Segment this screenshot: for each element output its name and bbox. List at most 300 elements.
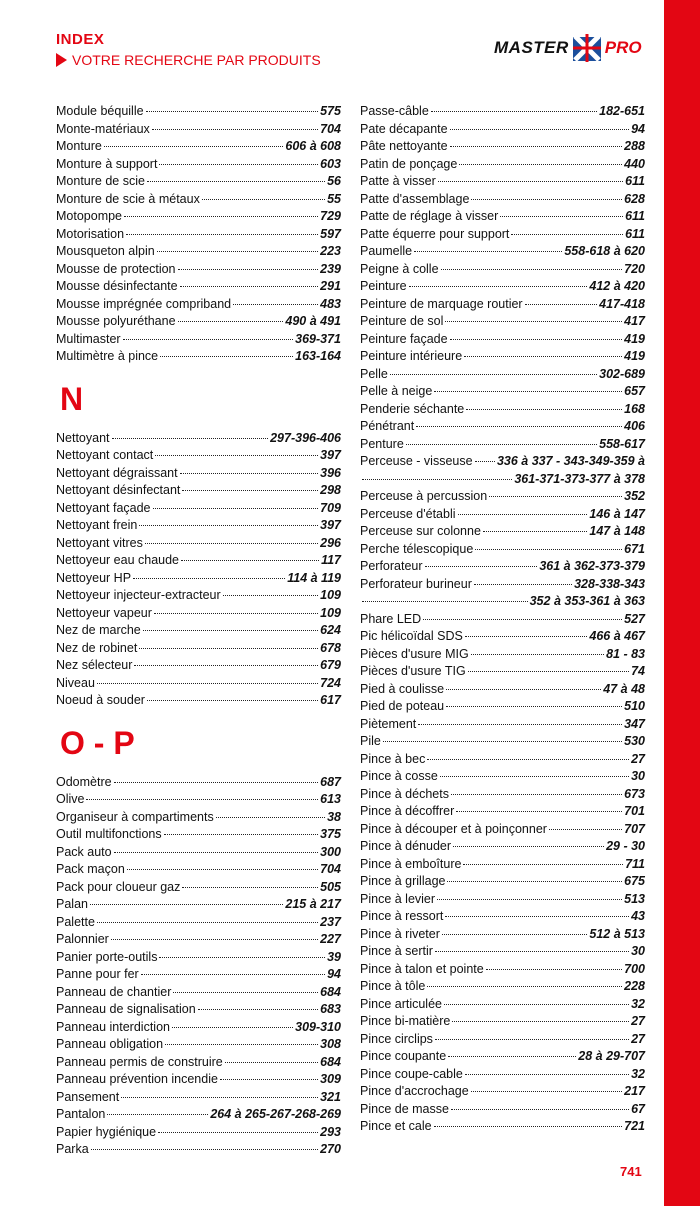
entry-term: Pelle à neige — [360, 384, 433, 398]
entry-term: Pince à levier — [360, 891, 436, 906]
dot-leader — [451, 794, 622, 795]
entry-pages: 675 — [624, 874, 645, 888]
dot-leader — [147, 181, 325, 182]
dot-leader — [465, 1074, 629, 1075]
index-entry — [360, 348, 645, 366]
dot-leader — [97, 922, 318, 923]
dot-leader — [141, 974, 325, 975]
index-entry — [360, 856, 645, 874]
entry-term: Nettoyant dégraissant — [56, 465, 178, 480]
dot-leader — [362, 479, 512, 480]
entry-pages: 43 — [631, 909, 645, 923]
entry-term: Peigne à colle — [360, 261, 439, 276]
dot-leader — [468, 671, 629, 672]
index-entry — [360, 733, 645, 751]
index-entry — [360, 873, 645, 891]
index-entry — [360, 313, 645, 331]
entry-pages: 94 — [327, 967, 341, 981]
dot-leader — [383, 741, 622, 742]
index-entry — [360, 821, 645, 839]
entry-term: Passe-câble — [360, 104, 429, 118]
dot-leader — [475, 461, 495, 462]
index-entry — [360, 453, 645, 471]
entry-pages: 47 à 48 — [603, 681, 645, 696]
entry-pages: 505 — [320, 879, 341, 894]
dot-leader — [97, 683, 318, 684]
dot-leader — [172, 1027, 293, 1028]
entry-term: Palan — [56, 897, 88, 911]
index-entry — [56, 535, 341, 553]
dot-leader — [456, 811, 622, 812]
entry-pages: 466 à 467 — [589, 629, 645, 643]
index-entry — [56, 931, 341, 949]
entry-pages: 597 — [320, 226, 341, 241]
entry-pages: 701 — [624, 804, 645, 818]
dot-leader — [475, 549, 622, 550]
entry-pages: 440 — [624, 156, 645, 171]
entry-pages: 352 à 353-361 à 363 — [529, 594, 645, 608]
entry-pages: 298 — [320, 483, 341, 497]
entry-pages: 336 à 337 - 343-349-359 à — [496, 454, 645, 468]
entry-term: Papier hygiénique — [56, 1124, 157, 1139]
entry-term: Peinture intérieure — [360, 349, 463, 363]
dot-leader — [107, 1114, 208, 1115]
entry-pages: 679 — [320, 658, 341, 672]
dot-leader — [390, 374, 597, 375]
entry-pages: 673 — [624, 786, 645, 801]
index-entry — [360, 716, 645, 734]
dot-leader — [146, 111, 319, 112]
dot-leader — [486, 969, 622, 970]
entry-pages: 375 — [320, 827, 341, 841]
entry-pages: 237 — [320, 914, 341, 929]
entry-pages: 483 — [320, 296, 341, 311]
entry-pages: 611 — [625, 209, 645, 223]
dot-leader — [198, 1009, 318, 1010]
dot-leader — [112, 438, 269, 439]
entry-pages: 606 à 608 — [285, 139, 341, 153]
entry-term: Panier porte-outils — [56, 949, 158, 964]
dot-leader — [451, 1109, 629, 1110]
entry-pages: 704 — [320, 862, 341, 876]
dot-leader — [159, 164, 318, 165]
dot-leader — [133, 578, 285, 579]
index-entry — [56, 570, 341, 588]
index-entry — [360, 698, 645, 716]
entry-term: Motopompe — [56, 209, 123, 223]
dot-leader — [134, 665, 318, 666]
entry-term: Nettoyant frein — [56, 518, 138, 532]
entry-term: Penderie séchante — [360, 401, 465, 416]
entry-term: Pied de poteau — [360, 699, 445, 713]
index-entry — [56, 121, 341, 139]
index-entry — [56, 1054, 341, 1072]
entry-pages: 611 — [625, 174, 645, 188]
dot-leader — [182, 887, 318, 888]
entry-pages: 117 — [321, 553, 341, 567]
dot-leader — [139, 648, 318, 649]
entry-pages: 397 — [320, 518, 341, 532]
index-entry — [360, 226, 645, 244]
dot-leader — [450, 339, 623, 340]
entry-term: Nettoyeur eau chaude — [56, 553, 180, 567]
play-triangle-icon — [56, 53, 67, 67]
index-entry — [360, 1101, 645, 1119]
entry-term: Pince de masse — [360, 1101, 449, 1116]
entry-term: Organiseur à compartiments — [56, 809, 214, 824]
dot-leader — [500, 216, 623, 217]
index-entry — [56, 1106, 341, 1124]
index-entry — [56, 296, 341, 314]
entry-pages: 296 — [320, 535, 341, 550]
entry-pages: 678 — [320, 640, 341, 655]
entry-term: Patte d'assemblage — [360, 191, 470, 206]
entry-term: Pansement — [56, 1089, 120, 1104]
entry-pages: 684 — [320, 984, 341, 999]
index-entry — [56, 1036, 341, 1054]
entry-term: Patte équerre pour support — [360, 226, 510, 241]
entry-term: Niveau — [56, 675, 95, 690]
entry-term: Olive — [56, 792, 85, 806]
dot-leader — [438, 181, 623, 182]
entry-pages: 490 à 491 — [285, 314, 341, 328]
index-entry — [360, 891, 645, 909]
dot-leader — [465, 636, 588, 637]
entry-pages: 30 — [631, 769, 645, 783]
entry-term: Nettoyant vitres — [56, 535, 143, 550]
dot-leader — [104, 146, 284, 147]
dot-leader — [123, 339, 294, 340]
index-entry — [56, 447, 341, 465]
entry-pages: 709 — [320, 500, 341, 515]
entry-pages: 32 — [631, 996, 645, 1011]
entry-term: Panneau prévention incendie — [56, 1072, 218, 1086]
index-entry — [360, 681, 645, 699]
dot-leader — [153, 508, 319, 509]
dot-leader — [425, 566, 538, 567]
entry-pages: 687 — [320, 774, 341, 789]
dot-leader — [145, 543, 318, 544]
entry-pages: 293 — [320, 1124, 341, 1139]
entry-term: Pate décapante — [360, 121, 448, 136]
index-entry — [56, 984, 341, 1002]
entry-term: Outil multifonctions — [56, 827, 162, 841]
entry-pages: 352 — [624, 489, 645, 503]
entry-pages: 227 — [320, 932, 341, 946]
entry-term: Penture — [360, 436, 404, 451]
dot-leader — [423, 619, 622, 620]
index-entry — [56, 278, 341, 296]
dot-leader — [440, 776, 629, 777]
index-entry — [56, 861, 341, 879]
dot-leader — [471, 1091, 622, 1092]
entry-term: Panneau obligation — [56, 1037, 164, 1051]
entry-pages: 510 — [624, 699, 645, 713]
index-entry — [360, 173, 645, 191]
dot-leader — [181, 560, 319, 561]
dot-leader — [416, 426, 622, 427]
entry-pages: 239 — [320, 261, 341, 276]
index-entry — [56, 191, 341, 209]
dot-leader — [159, 957, 325, 958]
index-entry — [360, 331, 645, 349]
dot-leader — [418, 724, 622, 725]
entry-pages: 396 — [320, 465, 341, 480]
entry-pages: 300 — [320, 844, 341, 859]
entry-pages: 321 — [320, 1089, 341, 1104]
dot-leader — [160, 356, 293, 357]
dot-leader — [445, 916, 629, 917]
index-column-left — [56, 103, 341, 1159]
dot-leader — [450, 146, 623, 147]
index-entry — [360, 1013, 645, 1031]
index-entry — [56, 826, 341, 844]
entry-pages: 109 — [320, 605, 341, 620]
entry-term: Pénétrant — [360, 419, 415, 433]
entry-term: Mousse imprégnée compriband — [56, 296, 232, 311]
entry-term: Palette — [56, 914, 95, 929]
index-entry — [360, 278, 645, 296]
dot-leader — [427, 986, 622, 987]
entry-term: Odomètre — [56, 774, 112, 789]
index-entry — [56, 226, 341, 244]
entry-term: Pince bi-matière — [360, 1014, 451, 1028]
entry-term: Pince à grillage — [360, 874, 446, 888]
index-entry — [360, 838, 645, 856]
entry-term: Perceuse - visseuse — [360, 454, 473, 468]
dot-leader — [225, 1062, 318, 1063]
index-entry — [56, 879, 341, 897]
entry-pages: 720 — [624, 261, 645, 276]
dot-leader — [474, 584, 572, 585]
entry-pages: 711 — [625, 856, 645, 871]
entry-term: Pied à coulisse — [360, 681, 445, 696]
entry-term: Pince et cale — [360, 1119, 432, 1133]
entry-pages: 308 — [320, 1037, 341, 1051]
index-title: INDEX — [56, 31, 105, 48]
entry-term: Phare LED — [360, 611, 422, 626]
entry-term: Pince circlips — [360, 1031, 433, 1046]
entry-pages: 163-164 — [295, 349, 341, 363]
dot-leader — [158, 1132, 318, 1133]
index-entry — [56, 331, 341, 349]
index-entry — [56, 465, 341, 483]
entry-term: Pile — [360, 734, 381, 748]
entry-term: Pince à découper et à poinçonner — [360, 821, 547, 836]
index-entry — [360, 418, 645, 436]
entry-term: Pack auto — [56, 844, 112, 859]
index-entry — [56, 430, 341, 448]
index-entry — [360, 1118, 645, 1136]
entry-pages: 38 — [327, 809, 341, 824]
dot-leader — [437, 899, 622, 900]
entry-term: Nettoyeur vapeur — [56, 605, 152, 620]
dot-leader — [471, 199, 622, 200]
index-entry — [360, 663, 645, 681]
entry-term: Pince à déchets — [360, 786, 449, 801]
index-subtitle-text: VOTRE RECHERCHE PAR PRODUITS — [72, 52, 321, 68]
index-entry — [360, 628, 645, 646]
entry-term: Nettoyant — [56, 430, 110, 445]
index-entry — [360, 121, 645, 139]
index-entry — [360, 208, 645, 226]
dot-leader — [223, 595, 318, 596]
entry-term: Pièces d'usure MIG — [360, 646, 469, 661]
dot-leader — [427, 759, 629, 760]
entry-pages: 530 — [624, 734, 645, 748]
dot-leader — [406, 444, 597, 445]
entry-term: Pièces d'usure TIG — [360, 664, 466, 678]
dot-leader — [431, 111, 597, 112]
dot-leader — [471, 654, 604, 655]
index-entry — [56, 949, 341, 967]
index-entry — [56, 1019, 341, 1037]
index-entry — [56, 809, 341, 827]
dot-leader — [525, 304, 598, 305]
entry-pages: 361 à 362-373-379 — [539, 559, 645, 573]
entry-pages: 67 — [631, 1101, 645, 1116]
index-entry — [360, 611, 645, 629]
dot-leader — [549, 829, 622, 830]
entry-pages: 94 — [631, 121, 645, 136]
index-entry — [56, 675, 341, 693]
index-entry — [360, 943, 645, 961]
entry-pages: 683 — [320, 1002, 341, 1016]
entry-term: Panneau interdiction — [56, 1019, 170, 1034]
index-entry — [360, 803, 645, 821]
entry-pages: 228 — [624, 979, 645, 993]
dot-leader — [446, 689, 601, 690]
entry-term: Nez sélecteur — [56, 658, 133, 672]
entry-term: Perforateur burineur — [360, 576, 472, 591]
index-entry — [360, 961, 645, 979]
entry-term: Mousse polyuréthane — [56, 314, 176, 328]
index-entry — [360, 1031, 645, 1049]
entry-term: Nez de marche — [56, 623, 141, 637]
right-edge-bar — [664, 0, 700, 1206]
index-entry — [360, 541, 645, 559]
index-column-right — [360, 103, 645, 1136]
entry-pages: 624 — [320, 623, 341, 637]
entry-pages: 700 — [624, 961, 645, 976]
dot-leader — [444, 1004, 629, 1005]
entry-term: Patte de réglage à visser — [360, 209, 499, 223]
dot-leader — [220, 1079, 318, 1080]
entry-pages: 302-689 — [599, 366, 645, 381]
index-entry — [360, 191, 645, 209]
index-entry — [56, 243, 341, 261]
entry-term: Mousqueton alpin — [56, 244, 155, 258]
entry-pages: 56 — [327, 174, 341, 188]
entry-term: Pince d'accrochage — [360, 1084, 469, 1098]
index-entry — [360, 593, 645, 611]
entry-term: Monture de scie — [56, 174, 145, 188]
entry-pages: 369-371 — [295, 331, 341, 346]
index-entry — [360, 908, 645, 926]
entry-term: Motorisation — [56, 226, 125, 241]
entry-pages: 417 — [624, 314, 645, 328]
entry-term: Peinture — [360, 279, 407, 293]
dot-leader — [147, 700, 318, 701]
index-entry — [360, 978, 645, 996]
entry-term: Monture — [56, 139, 102, 153]
entry-pages: 419 — [624, 331, 645, 346]
dot-leader — [446, 706, 622, 707]
index-entry — [56, 261, 341, 279]
entry-term: Pince à ressort — [360, 909, 444, 923]
index-entry — [360, 506, 645, 524]
index-entry — [360, 996, 645, 1014]
entry-pages: 81 - 83 — [606, 646, 645, 661]
entry-pages: 575 — [320, 104, 341, 118]
entry-pages: 55 — [327, 191, 341, 206]
dot-leader — [178, 269, 319, 270]
dot-leader — [121, 1097, 318, 1098]
entry-term: Nettoyeur injecteur-extracteur — [56, 588, 221, 602]
entry-term: Pince à riveter — [360, 926, 440, 941]
dot-leader — [126, 234, 318, 235]
entry-term: Piètement — [360, 716, 417, 731]
entry-pages: 419 — [624, 349, 645, 363]
entry-term: Pince à dénuder — [360, 839, 452, 853]
index-entry — [360, 768, 645, 786]
index-entry — [56, 605, 341, 623]
entry-term: Pince à talon et pointe — [360, 961, 484, 976]
entry-pages: 114 à 119 — [287, 570, 341, 585]
entry-pages: 328-338-343 — [574, 576, 645, 591]
entry-term: Peinture de sol — [360, 314, 444, 328]
entry-term: Monture de scie à métaux — [56, 191, 200, 206]
entry-pages: 611 — [625, 226, 645, 241]
index-entry — [360, 243, 645, 261]
entry-pages: 270 — [320, 1142, 341, 1156]
dot-leader — [233, 304, 318, 305]
index-entry — [56, 103, 341, 121]
index-entry — [360, 558, 645, 576]
entry-term: Panneau de chantier — [56, 984, 172, 999]
entry-term: Mousse de protection — [56, 261, 176, 276]
dot-leader — [362, 601, 528, 602]
dot-leader — [434, 391, 622, 392]
dot-leader — [447, 881, 622, 882]
dot-leader — [86, 799, 318, 800]
entry-pages: 617 — [320, 693, 341, 707]
index-entry — [360, 1048, 645, 1066]
entry-term: Perceuse à percussion — [360, 489, 488, 503]
entry-term: Pic hélicoïdal SDS — [360, 629, 463, 643]
index-entry — [360, 138, 645, 156]
index-entry — [56, 500, 341, 518]
dot-leader — [165, 1044, 318, 1045]
entry-pages: 513 — [624, 891, 645, 906]
entry-term: Palonnier — [56, 932, 109, 946]
entry-term: Multimètre à pince — [56, 349, 159, 363]
logo-master-text: MASTER — [494, 38, 569, 57]
entry-pages: 215 à 217 — [285, 897, 341, 911]
dot-leader — [155, 455, 318, 456]
dot-leader — [143, 630, 318, 631]
entry-pages: 729 — [320, 209, 341, 223]
index-entry — [360, 366, 645, 384]
entry-pages: 628 — [624, 191, 645, 206]
entry-pages: 412 à 420 — [589, 279, 645, 293]
entry-pages: 309 — [320, 1072, 341, 1086]
index-entry — [56, 1124, 341, 1142]
index-entry — [56, 914, 341, 932]
entry-pages: 168 — [624, 401, 645, 416]
entry-term: Nez de robinet — [56, 640, 138, 655]
entry-pages: 32 — [631, 1066, 645, 1081]
